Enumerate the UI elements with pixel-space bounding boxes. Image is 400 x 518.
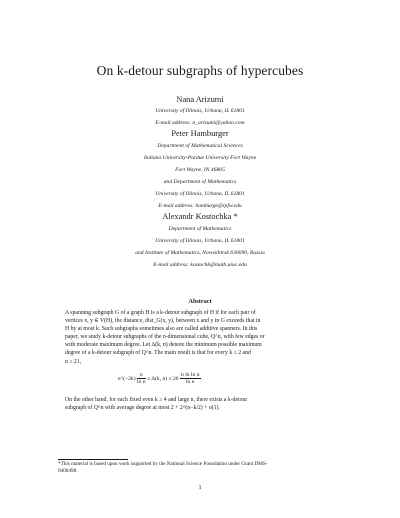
author-affiliation: Department of Mathematics xyxy=(168,226,232,232)
equation-fraction-left xyxy=(137,372,146,385)
author-email: E-mail address: hamburge@ipfw.edu xyxy=(158,203,242,209)
abstract-paragraph xyxy=(65,309,340,366)
main-inequality xyxy=(118,372,203,385)
author-affiliation: Fort Wayne, IN 46805 xyxy=(175,167,225,173)
author-affiliation: Indiana University-Purdue University Fort Wayne xyxy=(143,155,257,161)
abstract-line: A spanning subgraph G of a graph H is a k-detour subgraph of H if for each pair of xyxy=(65,310,256,316)
author-affiliation: University of Illinois, Urbana, IL 61801 xyxy=(155,191,245,197)
author-email: E-mail address: kostochk@math.uiuc.edu xyxy=(153,262,247,268)
abstract-line: paper, we study k-detour subgraphs of the n-dimensional cube, Q^n, with few edges or xyxy=(65,334,265,341)
author-affiliation: and Institute of Mathematics, Novosibirsk 630090, Russia xyxy=(135,250,265,256)
author-affiliation: and Department of Mathematics xyxy=(163,179,237,185)
footnote-line: 0400498. xyxy=(58,468,78,474)
abstract-heading: Abstract xyxy=(188,298,212,305)
author-affiliation: University of Illinois, Urbana, IL 61801 xyxy=(155,108,245,114)
author-affiliation: Department of Mathematical Sciences xyxy=(157,143,243,149)
equation-middle: ≤ Δ(k, n) ≤ 20 xyxy=(146,375,179,382)
page-number: 1 xyxy=(198,484,202,491)
author-name: Peter Hamburger xyxy=(171,129,229,138)
equation-fraction-right xyxy=(180,372,204,385)
abstract-line: degree of a k-detour subgraph of Q^n. The main result is that for every k ≥ 2 and xyxy=(65,350,251,357)
equation-denominator: ln n xyxy=(137,379,146,385)
equation-prefix: e^(−2k) xyxy=(118,375,136,382)
author-email: E-mail address: n_arizumi@yahoo.com xyxy=(155,120,245,126)
abstract-line: vertices x, y ∈ V(H), the distance, dist_G(x, y), between x and y in G exceeds that in xyxy=(65,318,261,325)
abstract-line: n ≥ 21, xyxy=(65,358,82,365)
author-name: Alexandr Kostochka * xyxy=(162,212,238,221)
equation-denominator: ln n xyxy=(185,379,195,385)
author-affiliation: University of Illinois, Urbana, IL 61801 xyxy=(155,238,245,244)
abstract-line: On the other hand, for each fixed even k ≥ 4 and large n, there exists a k-detour xyxy=(65,397,248,403)
equation-numerator: n ln ln n xyxy=(181,372,200,378)
abstract-line: subgraph of Q^n with average degree at most 2 + 2^(n−k/2) + o(1). xyxy=(65,405,220,412)
equation-suffix: . xyxy=(201,375,204,382)
author-name: Nana Arizumi xyxy=(176,95,224,104)
abstract-line: with moderate maximum degree. Let Δ(k, n) denote the minimum possible maximum xyxy=(65,342,262,349)
abstract-paragraph xyxy=(65,396,340,412)
footnote-rule xyxy=(58,459,128,460)
abstract-line: H by at most k. Such subgraphs sometimes also are called additive spanners. In this xyxy=(65,326,258,333)
footnote-line: *This material is based upon work supported by the National Science Foundation under Grant DMS- xyxy=(58,461,268,467)
paper-title: On k-detour subgraphs of hypercubes xyxy=(96,63,304,78)
footnote xyxy=(58,461,358,475)
equation-numerator: n xyxy=(137,372,146,379)
